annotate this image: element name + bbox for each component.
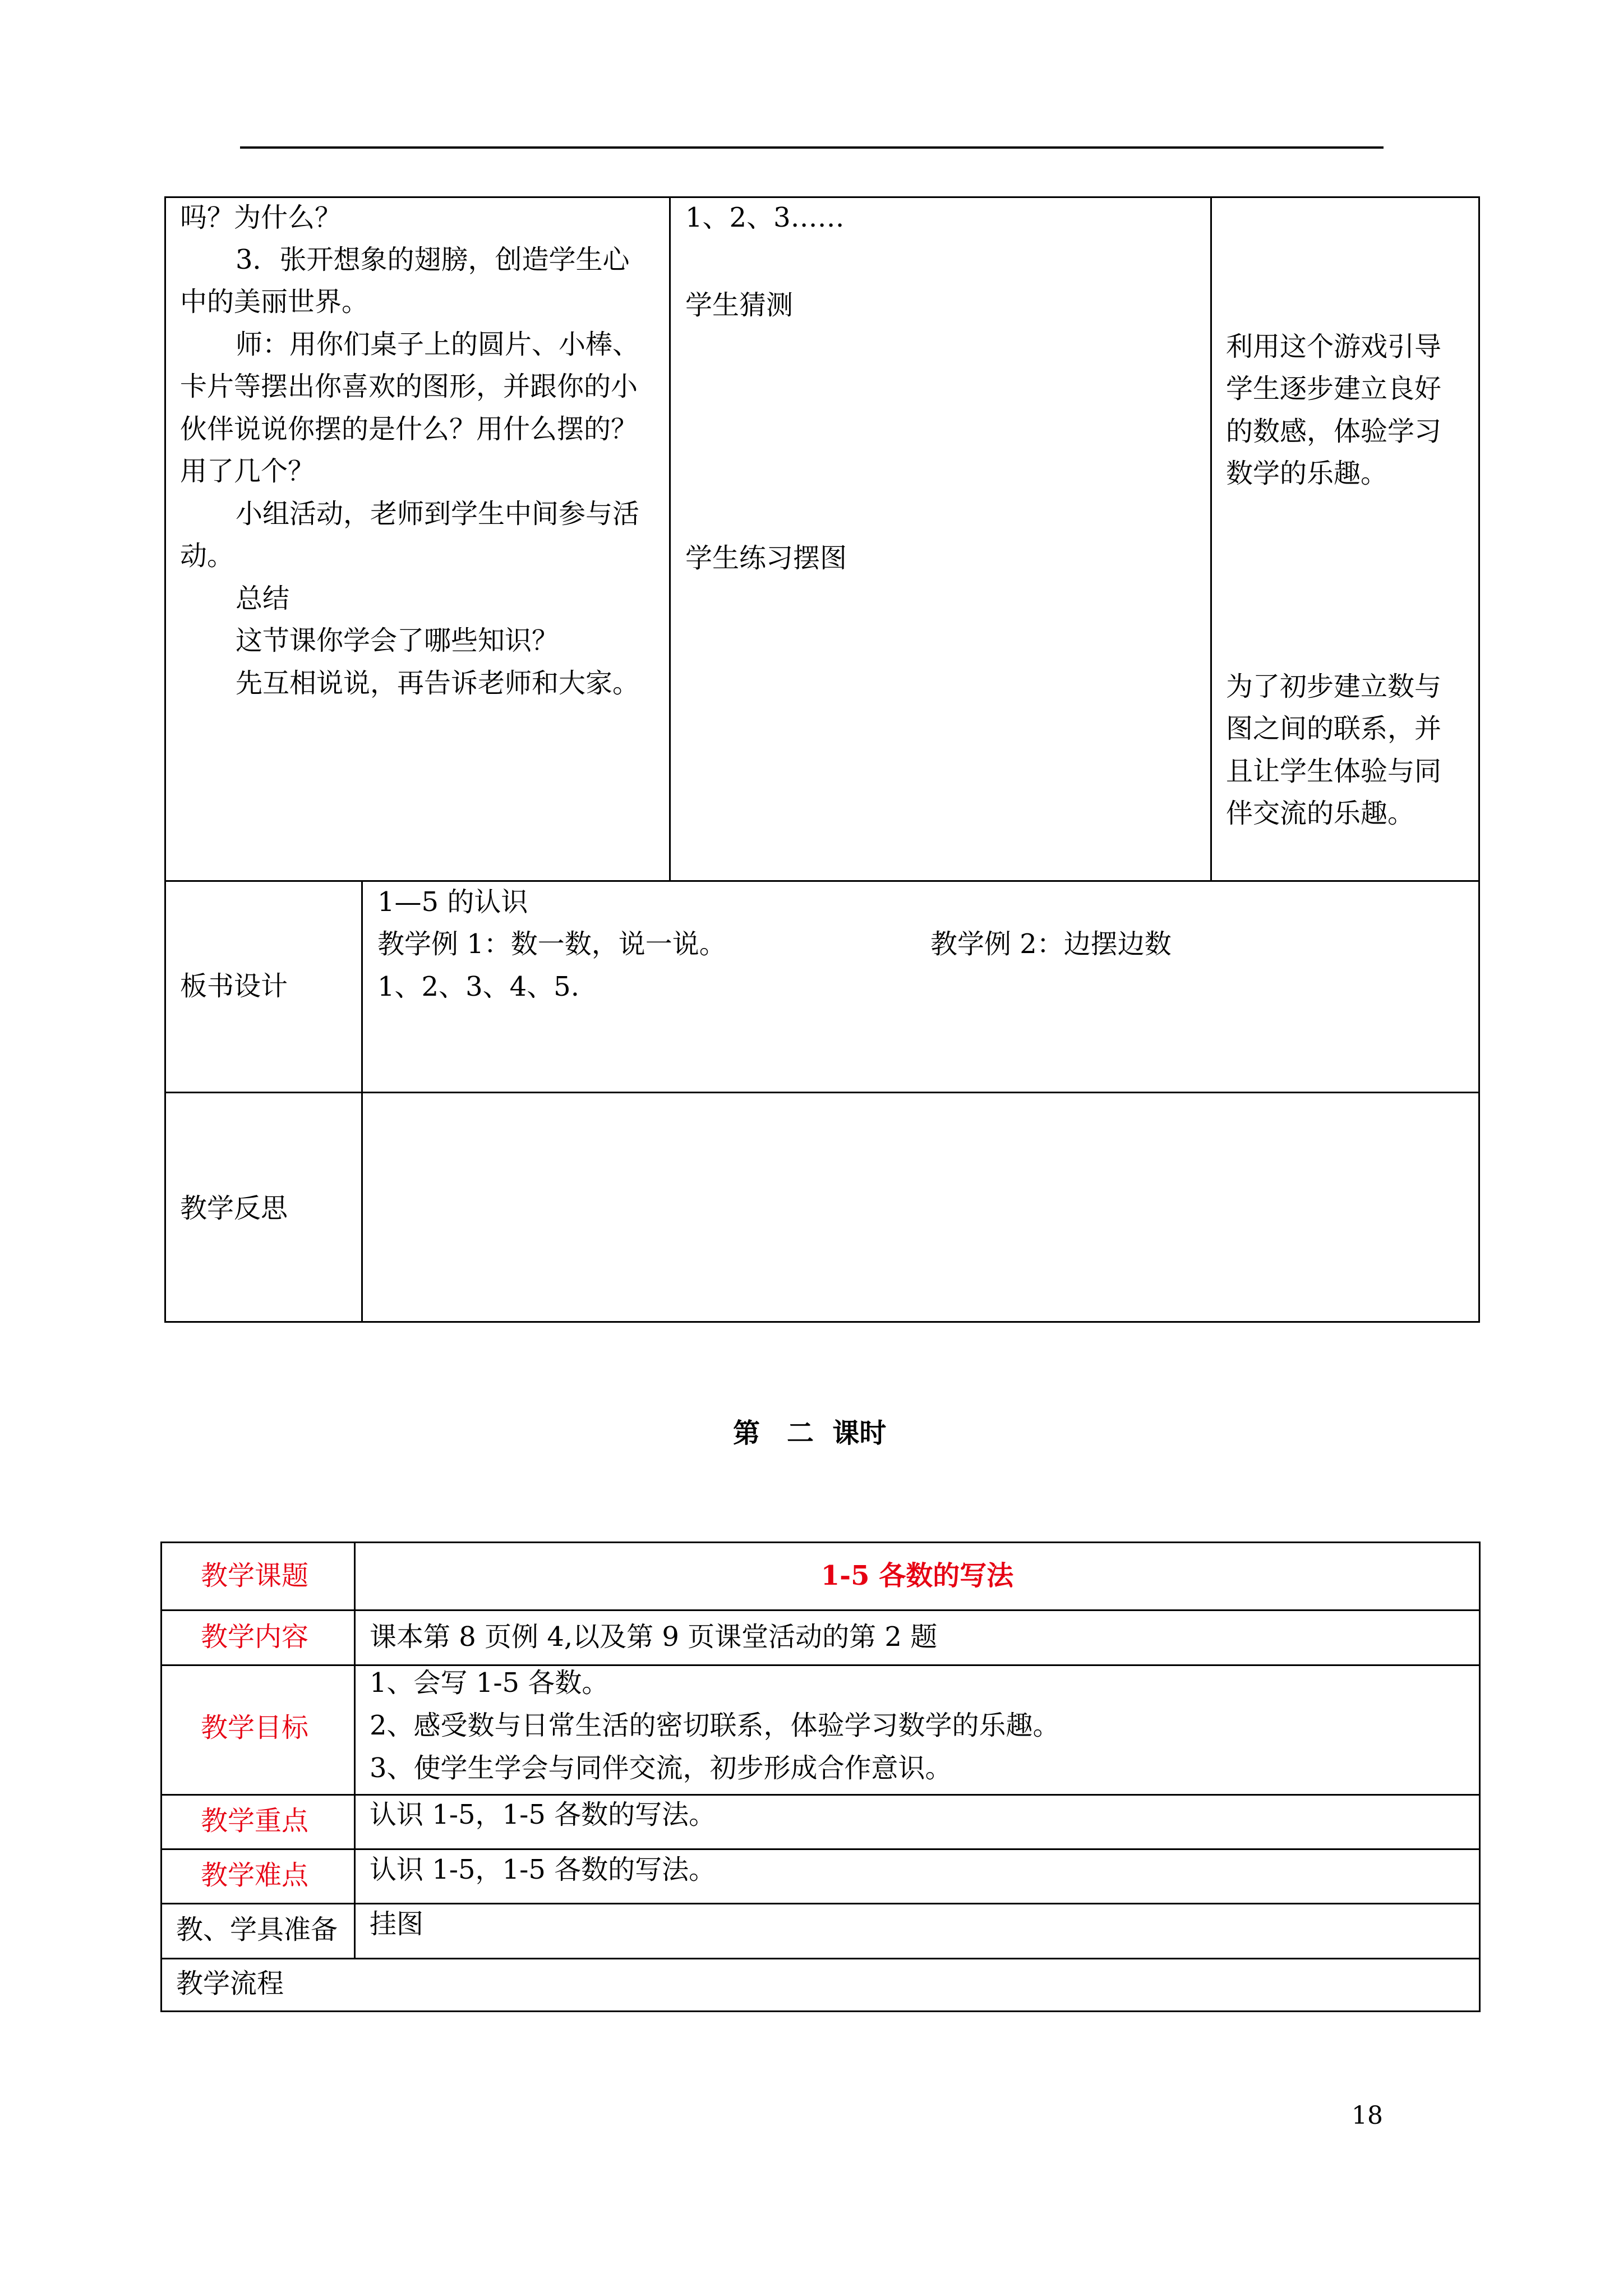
design-intent-text: 数学的乐趣。 bbox=[1226, 458, 1388, 489]
reflection-label: 教学反思 bbox=[180, 1193, 288, 1224]
process-text: 中的美丽世界。 bbox=[180, 286, 369, 318]
board-title: 1—5 的认识 bbox=[377, 886, 528, 918]
process-text: 动。 bbox=[180, 540, 234, 572]
topic-value: 1-5 各数的写法 bbox=[820, 1560, 1014, 1591]
key-point-label: 教学重点 bbox=[201, 1805, 309, 1837]
page-number: 18 bbox=[1352, 2101, 1383, 2130]
content-label: 教学内容 bbox=[201, 1621, 309, 1653]
goal-item: 2、感受数与日常生活的密切联系，体验学习数学的乐趣。 bbox=[370, 1710, 1060, 1741]
board-numbers: 1、2、3、4、5. bbox=[377, 971, 579, 1002]
process-text: 这节课你学会了哪些知识？ bbox=[236, 625, 559, 656]
process-text: 用了几个？ bbox=[180, 455, 315, 487]
process-text: 师：用你们桌子上的圆片、小棒、 bbox=[236, 329, 640, 360]
board-example-2: 教学例 2：边摆边数 bbox=[930, 928, 1172, 960]
board-example-1: 教学例 1：数一数，说一说。 bbox=[377, 928, 726, 960]
tools-label: 教、学具准备 bbox=[176, 1914, 338, 1945]
student-activity-text: 学生练习摆图 bbox=[685, 542, 847, 574]
section-title: 第 二 课时 bbox=[733, 1418, 887, 1449]
design-intent-text: 利用这个游戏引导 bbox=[1226, 331, 1442, 362]
design-intent-text: 且让学生体验与同 bbox=[1226, 756, 1442, 787]
goals-label: 教学目标 bbox=[201, 1712, 309, 1743]
goal-item: 3、使学生学会与同伴交流，初步形成合作意识。 bbox=[370, 1752, 952, 1784]
goal-item: 1、会写 1-5 各数。 bbox=[370, 1667, 609, 1699]
process-text: 卡片等摆出你喜欢的图形，并跟你的小 bbox=[180, 371, 638, 402]
board-design-label: 板书设计 bbox=[180, 970, 288, 1002]
design-intent-text: 图之间的联系，并 bbox=[1226, 713, 1442, 744]
topic-label: 教学课题 bbox=[201, 1560, 309, 1591]
key-point-value: 认识 1-5，1-5 各数的写法。 bbox=[370, 1799, 716, 1830]
tools-value: 挂图 bbox=[370, 1908, 424, 1940]
difficulty-value: 认识 1-5，1-5 各数的写法。 bbox=[370, 1854, 716, 1885]
flow-label: 教学流程 bbox=[176, 1968, 284, 1999]
student-activity-text: 学生猜测 bbox=[685, 289, 794, 321]
process-text: 先互相说说，再告诉老师和大家。 bbox=[236, 668, 640, 699]
design-intent-text: 为了初步建立数与 bbox=[1226, 671, 1442, 702]
design-intent-text: 伴交流的乐趣。 bbox=[1226, 798, 1415, 829]
design-intent-text: 的数感，体验学习 bbox=[1226, 416, 1442, 447]
process-text: 小组活动，老师到学生中间参与活 bbox=[236, 498, 640, 530]
design-intent-text: 学生逐步建立良好 bbox=[1226, 373, 1442, 404]
header-rule bbox=[240, 146, 1384, 149]
difficulty-label: 教学难点 bbox=[201, 1860, 309, 1891]
process-text: 吗？为什么？ bbox=[180, 202, 342, 233]
student-activity-text: 1、2、3…… bbox=[685, 202, 845, 233]
content-value: 课本第 8 页例 4,以及第 9 页课堂活动的第 2 题 bbox=[370, 1621, 938, 1653]
process-text: 伙伴说说你摆的是什么？用什么摆的？ bbox=[180, 413, 638, 445]
process-text: 3．张开想象的翅膀，创造学生心 bbox=[236, 244, 630, 275]
process-text: 总结 bbox=[236, 583, 290, 614]
